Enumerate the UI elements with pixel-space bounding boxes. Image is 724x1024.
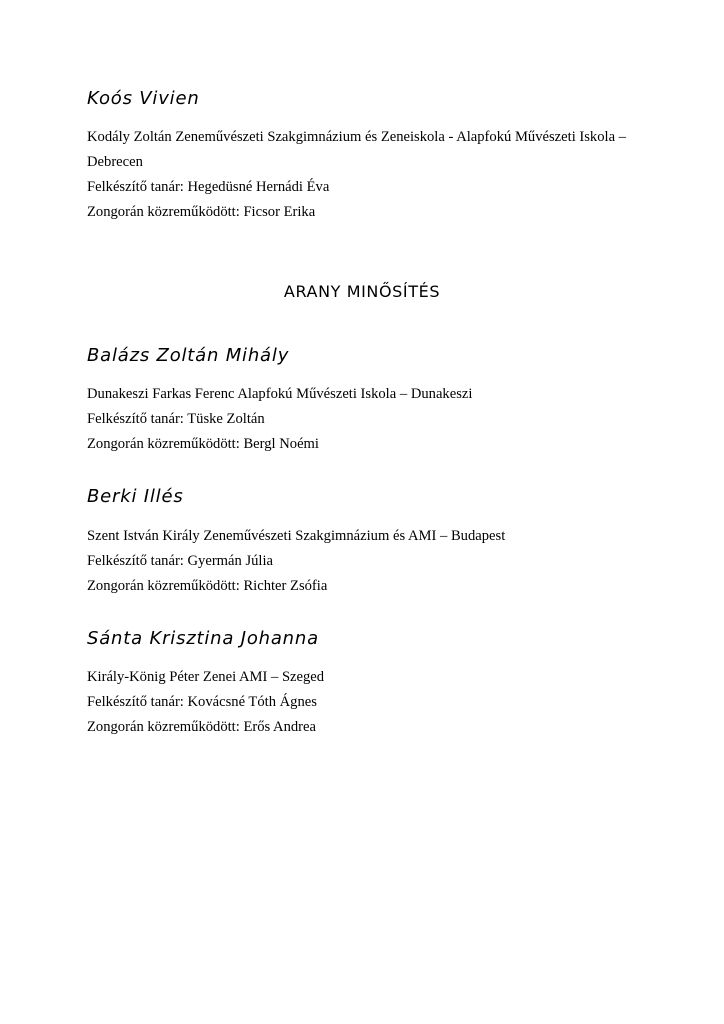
school-line: Dunakeszi Farkas Ferenc Alapfokú Művészeti Iskola – Dunakeszi [87, 386, 473, 402]
section-heading: ARANY MINŐSÍTÉS [283, 282, 441, 301]
participant-name: Balázs Zoltán Mihály [87, 345, 290, 366]
participant-name: Berki Illés [87, 486, 184, 507]
school-line: Király-König Péter Zenei AMI – Szeged [87, 669, 325, 685]
teacher-line: Felkészítő tanár: Gyermán Júlia [87, 553, 274, 569]
accompanist-line: Zongorán közreműködött: Richter Zsófia [87, 578, 328, 594]
participant-name: Koós Vivien [87, 88, 200, 109]
accompanist-line: Zongorán közreműködött: Bergl Noémi [87, 436, 319, 452]
teacher-line: Felkészítő tanár: Kovácsné Tóth Ágnes [87, 694, 317, 710]
school-line: Kodály Zoltán Zeneművészeti Szakgimnázium és Zeneiskola - Alapfokú Művészeti Iskola – [87, 129, 627, 145]
school-line: Szent István Király Zeneművészeti Szakgimnázium és AMI – Budapest [87, 528, 506, 544]
school-line-continued: Debrecen [87, 154, 143, 170]
teacher-line: Felkészítő tanár: Tüske Zoltán [87, 411, 265, 427]
participant-name: Sánta Krisztina Johanna [87, 628, 319, 649]
accompanist-line: Zongorán közreműködött: Erős Andrea [87, 719, 316, 735]
teacher-line: Felkészítő tanár: Hegedüsné Hernádi Éva [87, 179, 330, 195]
accompanist-line: Zongorán közreműködött: Ficsor Erika [87, 204, 316, 220]
